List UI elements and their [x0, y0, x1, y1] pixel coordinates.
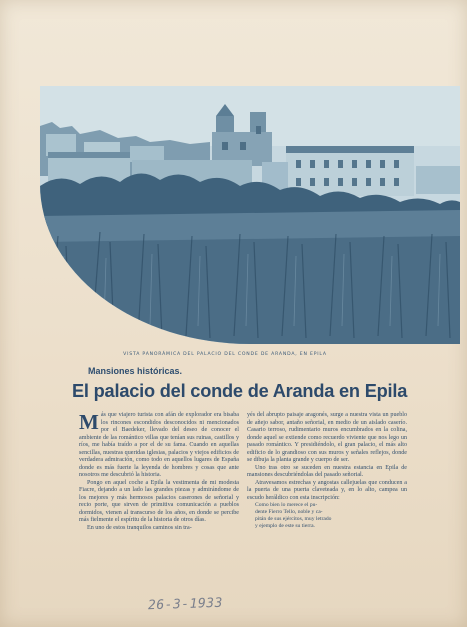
inscription-quote: [247, 502, 407, 530]
article-headline: El palacio del conde de Aranda en Epila: [72, 381, 408, 401]
article-paragraph: yés del abrupto paisaje aragonés, surge a nuestra vista un pueblo de añejo sabor, antaño señorial, en medio de un aislado caserío. Casario terroso, rudimentario muros encumbrados en la colina, donde aquel se extiende como recuerdo viviente que nos lego un pasado romántico. Y presidiéndolo, el gran palacio, el más alto edificio de lo grandioso con sus muros y señales reflejos, donde se dibuja la planta grande y cuerpo de ser.: [247, 412, 407, 463]
article-column-right: [247, 412, 407, 530]
quote-line: y ejemplo de este su tierra.: [255, 522, 315, 529]
quote-line: dente Fierro Tello, noble y ca-: [255, 508, 323, 515]
article-column-left: [79, 412, 239, 532]
handwritten-date: 26-3-1933: [147, 595, 224, 614]
quote-line: pitán de sus ejércitos, muy letrado: [255, 515, 332, 522]
photo-caption: VISTA PANORÁMICA DEL PALACIO DEL CONDE DE ARANDA, EN EPILA: [123, 352, 327, 357]
drop-cap: M: [79, 410, 99, 434]
article-paragraph: Más que viajero turista con afán de explorador era bisaba los rincones escondidos desconocidos ni mencionados por el Baedeker, llevado del deseo de conocer el ambiente de las romántico villas que tenían sus ruinas, castillos y ríos, me había traído a por el de su fama. Cuando en aquellas sencillas, nuestras queridas iglesias, palacios y viejos edificios de verdadera admiración, como todo en aquellos lugares de España donde es más fuerte la leyenda de hombres y cosas que ante nosotros me descubrió la historia.: [79, 410, 239, 478]
panoramic-photo: [40, 86, 460, 344]
article-paragraph: Uno tras otro se suceden en nuestra estancia en Epila de mansiones descubriéndolas del pasado señorial.: [247, 464, 407, 478]
article-paragraph: En uno de estos tranquilos caminos sin tra-: [87, 524, 192, 531]
palace-illustration: [40, 86, 460, 344]
article-paragraph: Pongo en aquel coche a Epila la vestimenta de mi modesta Fiacre, dejando a un lado las grandes piezas y admirándome de los mejores y más hermosos palacios caserones de señorial y recio porte, que sirven de primitiva comunicación a pueblos dormidos, vienen al transcurso de los años, en donde se percibe más fielmente el espíritu de la historia de otros días.: [79, 479, 239, 523]
quote-line: Como bien lo merece el pu-: [255, 502, 318, 508]
article-paragraph: Atravesamos estrechas y angostas callejuelas que conducen a la puerta de una puerta claveteada y, en lo alto, campea un escudo heráldico con esta inscripción:: [247, 479, 407, 501]
section-kicker: Mansiones históricas.: [88, 366, 183, 376]
